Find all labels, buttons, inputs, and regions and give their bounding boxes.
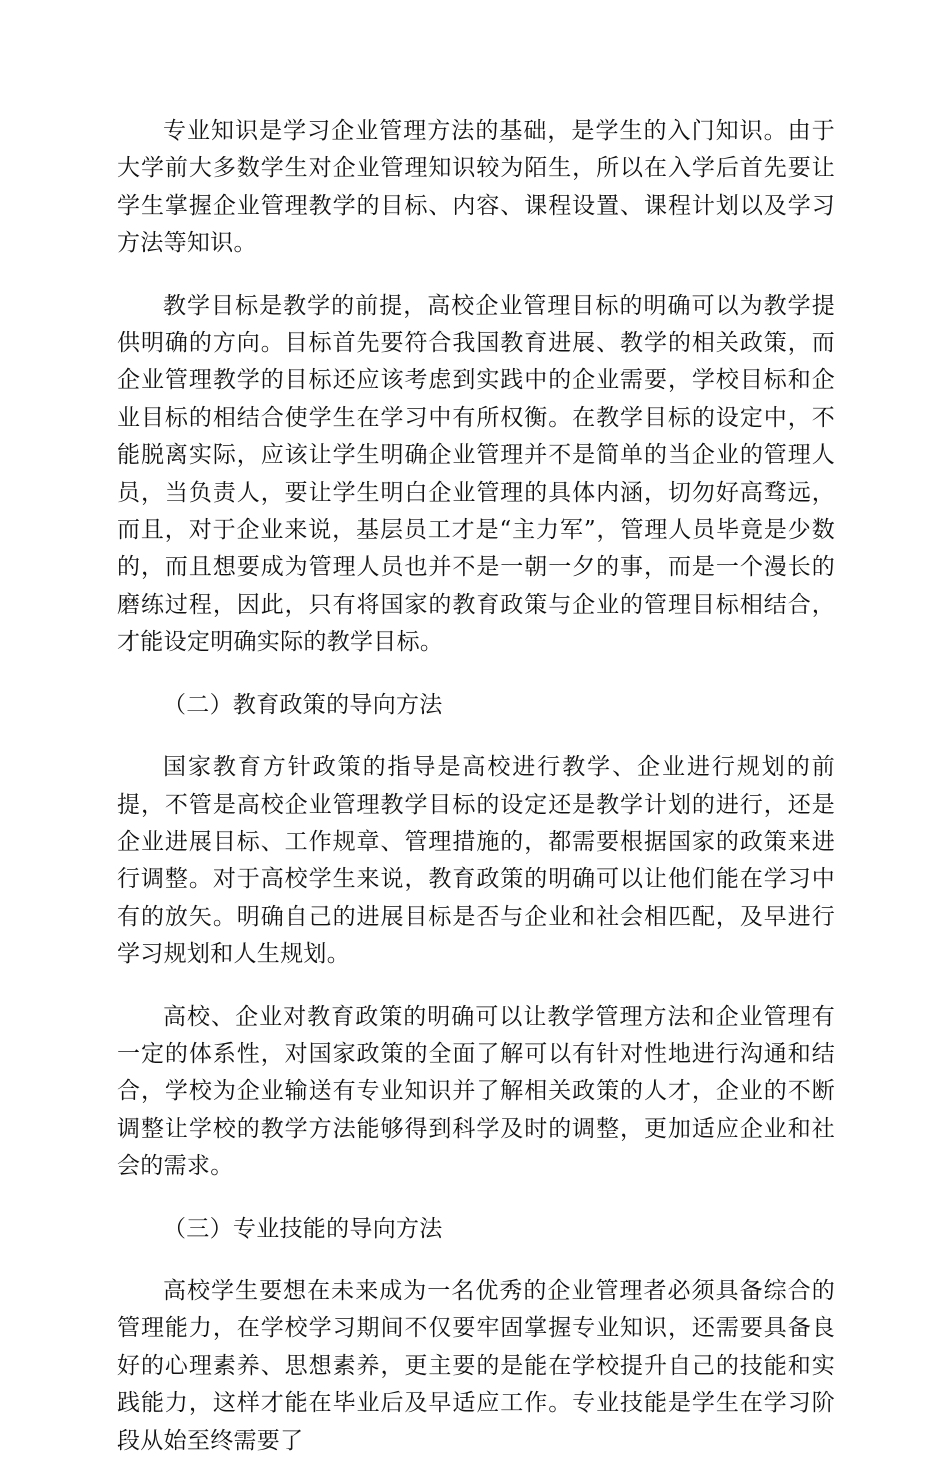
section-heading-professional-skills: （三）专业技能的导向方法 xyxy=(163,1215,443,1242)
section-heading-education-policy: （二）教育政策的导向方法 xyxy=(163,691,443,718)
document-body xyxy=(117,113,835,1460)
paragraph-policy-system: 高校、企业对教育政策的明确可以让教学管理方法和企业管理有一定的体系性，对国家政策的全面了解可以有针对性地进行沟通和结合，学校为企业输送有专业知识并了解相关政策的人才，企业的不断调整让学校的教学方法能够得到科学及时的调整，更加适应企业和社会的需求。 xyxy=(117,1003,835,1180)
paragraph-professional-knowledge: 专业知识是学习企业管理方法的基础，是学生的入门知识。由于大学前大多数学生对企业管理知识较为陌生，所以在入学后首先要让学生掌握企业管理教学的目标、内容、课程设置、课程计划以及学习方法等知识。 xyxy=(117,118,835,257)
paragraph-policy-guidance: 国家教育方针政策的指导是高校进行教学、企业进行规划的前提，不管是高校企业管理教学目标的设定还是教学计划的进行，还是企业进展目标、工作规章、管理措施的，都需要根据国家的政策来进行调整。对于高校学生来说，教育政策的明确可以让他们能在学习中有的放矢。明确自己的进展目标是否与企业和社会相匹配，及早进行学习规划和人生规划。 xyxy=(117,754,835,968)
paragraph-teaching-goals: 教学目标是教学的前提，高校企业管理目标的明确可以为教学提供明确的方向。目标首先要符合我国教育进展、教学的相关政策，而企业管理教学的目标还应该考虑到实践中的企业需要，学校目标和企业目标的相结合使学生在学习中有所权衡。在教学目标的设定中，不能脱离实际，应该让学生明确企业管理并不是简单的当企业的管理人员，当负责人，要让学生明白企业管理的具体内涵，切勿好高骛远，而且，对于企业来说，基层员工才是“主力军”，管理人员毕竟是少数的，而且想要成为管理人员也并不是一朝一夕的事，而是一个漫长的磨练过程，因此，只有将国家的教育政策与企业的管理目标相结合，才能设定明确实际的教学目标。 xyxy=(117,292,835,656)
paragraph-management-ability: 高校学生要想在未来成为一名优秀的企业管理者必须具备综合的管理能力，在学校学习期间不仅要牢固掌握专业知识，还需要具备良好的心理素养、思想素养，更主要的是能在学校提升自己的技能和实践能力，这样才能在毕业后及早适应工作。专业技能是学生在学习阶段从始至终需要了 xyxy=(117,1277,835,1454)
